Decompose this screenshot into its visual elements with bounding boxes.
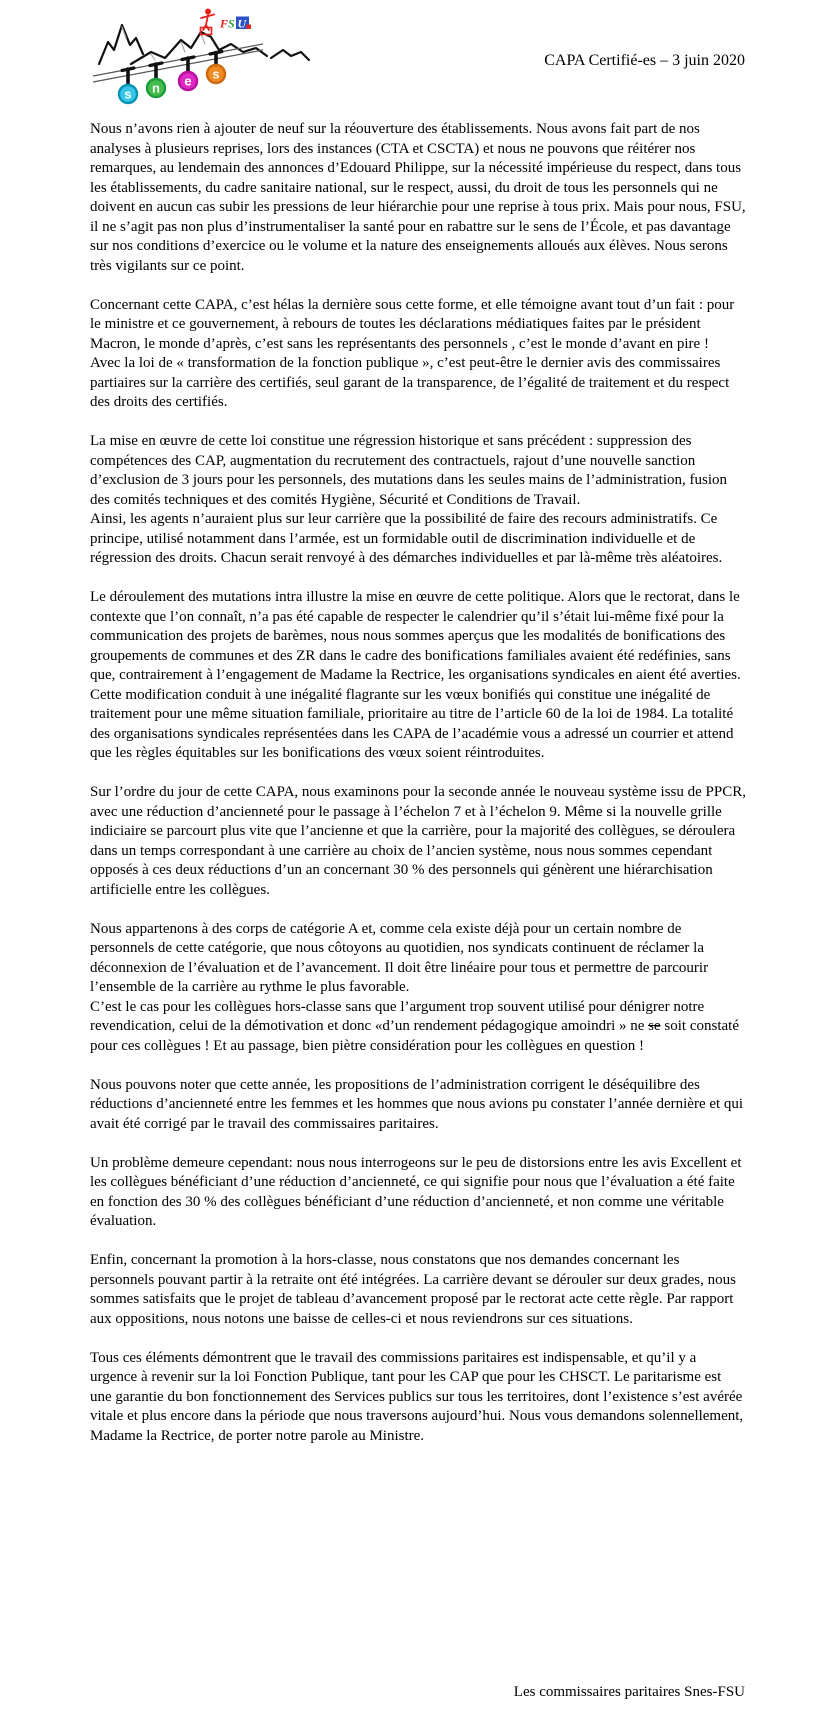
cable-lines (93, 44, 263, 82)
text-run: Avec la loi de « transformation de la fonction publique », c’est peut-être le dernier avis des commissaires partiaires sur la carrière des certifiés, seul garant de la transparence, de l’égalité de traitement et du respect des droits des certifiés. (90, 355, 730, 410)
document-header (0, 0, 826, 118)
text-run: Sur l’ordre du jour de cette CAPA, nous examinons pour la seconde année le nouveau système issu de PPCR, avec une réduction d’ancienneté pour le passage à l’échelon 7 et à l’échelon 9. Même si la nouvelle grille indiciaire se parcourt plus vite que l’ancienne et que la carrière, pour la majorité des collègues, se déroulera dans un temps correspondant à une carrière au choix de l’ancien système, nous nous sommes cependant opposés à ces deux réductions d’un an concernant 30 % des personnels qui génèrent une hiérarchisation artificielle entre les collègues. (90, 784, 747, 898)
paragraph-block (90, 1154, 746, 1232)
snes-logo-drawing (93, 6, 333, 110)
fsu-logo (219, 17, 251, 31)
text-run: Nous n’avons rien à ajouter de neuf sur la réouverture des établissements. Nous avons fait part de nos analyses à plusieurs reprises, lors des instances (CTA et CSCTA) et nous ne pouvons que réitérer nos remarques, au lendemain des annonces d’Edouard Philippe, sur la nécessité impérieuse du respect, dans tous les établissements, du cadre sanitaire national, sur le respect, aussi, du droit de tous les personnels qui ne doivent en aucun cas subir les pressions de leur hiérarchie pour une reprise à tous prix. Mais pour nous, FSU, il ne s’agit pas non plus d’instrumentaliser la santé pour en rabattre sur le sens de l’École, et pas davantage sur nos conditions d’exercice ou le volume et la nature des enseignements alloués aux élèves. Nous serons très vigilants sur ce point. (90, 121, 746, 274)
text-run: Ainsi, les agents n’auraient plus sur leur carrière que la possibilité de faire des recours administratifs. Ce principe, utilisé notamment dans l’armée, est un formidable outil de discrimination individuelle et de régression des droits. Chacun serait renvoyé à des démarches individuelles et par là-même très aléatoires. (90, 511, 723, 566)
text-run: soit constaté pour ces collègues ! Et au passage, bien piètre considération pour les collègues en question ! (90, 1018, 739, 1054)
paragraph-block (90, 120, 746, 276)
text-run: Concernant cette CAPA, c’est hélas la dernière sous cette forme, et elle témoigne avant tout d’un fait : pour le ministre et ce gouvernement, à rebours de toutes les déclarations médiatiques faites par le président Macron, le monde d’après, c’est sans les représentants des personnels , c’est le monde d’avant en pire ! (90, 296, 735, 352)
mountains-drawing (99, 25, 309, 64)
text-run: Nous pouvons noter que cette année, les propositions de l’administration corrigent le déséquilibre des réductions d’ancienneté entre les femmes et les hommes que nous avions pu constater l’année dernière et qui avait été corrigé par le travail des commissaires paritaires. (90, 1076, 744, 1132)
paragraph-block (90, 510, 746, 569)
text-run: Un problème demeure cependant: nous nous interrogeons sur le peu de distorsions entre les avis Excellent et les collègues bénéficiant d’une réduction d’ancienneté, ce qui signifie pour nous que l’évaluation a été faite en fonction des 30 % des collègues bénéficiant d’une réduction d’ancienneté, et non comme une véritable évaluation. (90, 1154, 742, 1229)
text-run: La mise en œuvre de cette loi constitue une régression historique et sans précédent : suppression des compétences des CAP, augmentation du recrutement des contractuels, rajout d’une nouvelle sanction d’exclusion de 3 jours pour les personnels, des mutations dans les seules mains de l’administration, fusion des comités techniques et des comités Hygiène, Sécurité et Conditions de Travail. (90, 433, 727, 508)
text-run: C’est le cas pour les collègues hors-classe sans que l’argument trop souvent utilisé pour dénigrer notre revendication, celui de la démotivation et donc «d’un rendement pédagogique amoindri » ne (90, 998, 705, 1034)
letter-n: n (152, 80, 160, 96)
fsu-letter-u: U (237, 16, 247, 31)
document-body (90, 120, 746, 1466)
text-run: Enfin, concernant la promotion à la hors-classe, nous constatons que nos demandes concernant les personnels pouvant partir à la retraite ont été intégrées. La carrière devant se dérouler sur deux grades, nous sommes satisfaits que le projet de tableau d’avancement proposé par le rectorat acte cette règle. Par rapport aux oppositions, nous notons une baisse de celles-ci et nous reviendrons sur ces situations. (90, 1252, 736, 1327)
paragraph-block (90, 1251, 746, 1329)
fsu-accent-square (247, 25, 252, 30)
paragraph (90, 588, 746, 764)
letter-s2: s (212, 66, 220, 82)
fsu-letter-s: S (228, 16, 235, 31)
letter-e: e (184, 73, 192, 89)
document-date-title: CAPA Certifié-es – 3 juin 2020 (544, 52, 745, 69)
skier-icon (201, 9, 215, 35)
paragraph-block (90, 588, 746, 764)
signature: Les commissaires paritaires Snes-FSU (513, 1684, 745, 1700)
paragraph-block (90, 1349, 746, 1447)
text-run: Tous ces éléments démontrent que le travail des commissions paritaires est indispensable, et qu’il y a urgence à revenir sur la loi Fonction Publique, tant pour les CAP que pour les CHSCT. Le paritarisme est une garantie du bon fonctionnement des Services publics sur tous les territoires, dont l’existence s’est avérée vitale et plus encore dans la période que nous traversons aujourd’hui. Nous vous demandons solennellement, Madame la Rectrice, de porter notre parole au Ministre. (90, 1349, 744, 1444)
text-run: Le déroulement des mutations intra illustre la mise en œuvre de cette politique. Alors que le rectorat, dans le contexte que l’on connaît, n’a pas été capable de respecter le calendrier qu’il s’était lui-même fixé pour la communication des projets de barèmes, nous nous sommes aperçus que les modalités de bonifications des groupements de communes et des ZR dans le cadre des bonifications familiales avaient été redéfinies, sans que, contrairement à l’engagement de Madame la Rectrice, les organisations syndicales en aient été averties. Cette modification conduit à une inégalité flagrante sur les vœux bonifiés qui constitue une inégalité de traitement pour une même situation familiale, prioritaire au titre de l’article 60 de la loi de 1984. La totalité des organisations syndicales représentées dans les CAPA de l’académie vous a adressé un courrier et attend que les règles équitables sur les bonifications des vœux soient réintroduites. (90, 589, 741, 761)
gondola-hangers (122, 52, 222, 87)
paragraph (90, 120, 746, 276)
paragraph-block (90, 783, 746, 900)
paragraphs (90, 120, 746, 1446)
paragraph-block (90, 354, 746, 413)
paragraph-block (90, 296, 746, 355)
fsu-letter-f: F (220, 16, 229, 31)
paragraph (90, 1076, 746, 1135)
text-run: Nous appartenons à des corps de catégorie A et, comme cela existe déjà pour un certain nombre de personnels de cette catégorie, que nous côtoyons au quotidien, nos syndicats continuent de réclamer la déconnexion de l’évaluation et de l’avancement. Il doit être linéaire pour tous et permettre de parcourir l’ensemble de la carrière au rythme le plus favorable. (90, 920, 709, 995)
paragraph-block (90, 432, 746, 510)
paragraph (90, 1349, 746, 1447)
gondola-letters (119, 65, 225, 103)
paragraph (90, 432, 746, 569)
paragraph-block (90, 920, 746, 998)
struck-word: se (648, 1018, 661, 1034)
paragraph (90, 783, 746, 900)
letter-s1: s (124, 86, 132, 102)
paragraph (90, 296, 746, 413)
snes-fsu-logo (93, 6, 333, 110)
paragraph (90, 1251, 746, 1329)
paragraph (90, 920, 746, 1057)
paragraph-block (90, 998, 746, 1057)
paragraph (90, 1154, 746, 1232)
paragraph-block (90, 1076, 746, 1135)
